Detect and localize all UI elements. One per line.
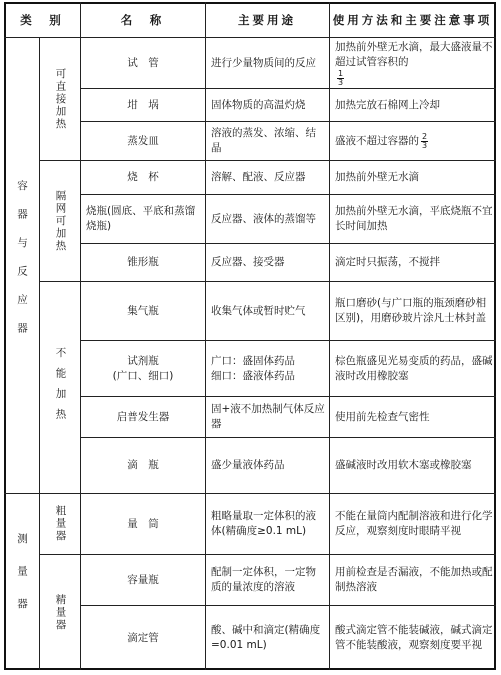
- row-name-measuring-cylinder: 量 筒: [127, 517, 159, 530]
- header-category: 类 别: [20, 13, 64, 27]
- row-use-kipp-generator: 固+液不加热制气体反应器: [211, 403, 325, 430]
- group-label-main: 容器与反应器: [16, 180, 28, 351]
- frac-denominator: 3: [338, 77, 344, 87]
- fraction-two-thirds: [421, 133, 428, 150]
- subgroup-rough: [40, 494, 80, 554]
- row-note-evaporating-dish: [330, 122, 496, 160]
- row-use-crucible: 固体物质的高温灼烧: [211, 98, 306, 111]
- row-note-conical-flask: 滴定时只振荡，不搅拌: [335, 256, 440, 268]
- subgroup-label-rough: 粗量器: [54, 505, 67, 543]
- header-use: 主要用途: [238, 13, 296, 27]
- row-name-evaporating-dish: 蒸发皿: [127, 134, 159, 147]
- note-text: 盛液不超过容器的: [335, 134, 419, 147]
- row-use-burette: 酸、碱中和滴定(精确度=0.01 mL): [211, 624, 321, 651]
- subgroup-no-heat: [40, 282, 80, 493]
- row-note-dropper-bottle: 盛碱液时改用软木塞或橡胶塞: [335, 459, 472, 471]
- row-name-burette: 滴定管: [127, 631, 159, 644]
- row-name-reagent-bottle: 试剂瓶 (广口、细口): [112, 354, 174, 382]
- row-use-reagent-bottle: 广口：盛固体药品 细口：盛液体药品: [211, 354, 295, 382]
- row-name-test-tube: 试 管: [127, 56, 159, 69]
- row-use-conical-flask: 反应器、接受器: [211, 256, 285, 268]
- row-note-gas-jar: 瓶口磨砂(与广口瓶的瓶颈磨砂相区别)，用磨砂玻片涂凡士林封盖: [335, 297, 487, 324]
- subgroup-label-no: 不能加热: [54, 346, 67, 429]
- row-use-beaker: 溶解、配液、反应器: [211, 171, 306, 183]
- row-note-kipp-generator: 使用前先检查气密性: [335, 410, 430, 423]
- subgroup-precise: [40, 555, 80, 670]
- frac-numerator: 1: [338, 68, 344, 78]
- row-use-gas-jar: 收集气体或暂时贮气: [211, 304, 306, 317]
- group-measure: [4, 494, 39, 670]
- row-use-volumetric-flask: 配制一定体积，一定物质的量浓度的溶液: [211, 566, 316, 593]
- row-note-crucible: 加热完放石棉网上冷却: [335, 98, 440, 111]
- fraction-one-third: [337, 70, 344, 87]
- row-note-test-tube: [330, 38, 496, 88]
- subgroup-direct-heat: [40, 38, 80, 160]
- header-note: 使用方法和主要注意事项: [332, 13, 493, 27]
- group-label-measure: 测量器: [16, 533, 28, 631]
- subgroup-net-heat: [40, 161, 80, 281]
- row-name-conical-flask: 锥形瓶: [127, 256, 159, 268]
- row-note-measuring-cylinder: 不能在量筒内配制溶液和进行化学反应，观察刻度时眼睛平视: [335, 510, 493, 537]
- subgroup-label-net: 隔网可加热: [54, 189, 67, 253]
- frac-numerator: 2: [422, 131, 428, 141]
- row-note-reagent-bottle: 棕色瓶盛见光易变质的药品，盛碱液时改用橡胶塞: [335, 354, 493, 382]
- row-use-evaporating-dish: 溶液的蒸发、浓缩、结晶: [211, 127, 316, 154]
- row-name-volumetric-flask: 容量瓶: [127, 573, 159, 586]
- subgroup-label-precise: 精量器: [54, 593, 67, 632]
- header-name: 名 称: [120, 13, 165, 27]
- note-text-a: 加热前外壁无水滴，最大盛液量不超过试管容积的: [335, 40, 493, 68]
- row-note-volumetric-flask: 用前检查是否漏液，不能加热或配制热溶液: [335, 566, 493, 593]
- row-name-kipp-generator: 启普发生器: [116, 410, 170, 423]
- subgroup-label-direct: 可直接加热: [54, 67, 67, 131]
- row-note-beaker: 加热前外壁无水滴: [335, 171, 419, 183]
- row-note-flask: 加热前外壁无水滴，平底烧瓶不宜长时间加热: [335, 205, 493, 232]
- row-use-dropper-bottle: 盛少量液体药品: [211, 459, 285, 471]
- row-note-burette: 酸式滴定管不能装碱液，碱式滴定管不能装酸液，观察刻度要平视: [335, 624, 493, 651]
- row-use-flask: 反应器、液体的蒸馏等: [211, 212, 316, 225]
- row-name-beaker: 烧 杯: [127, 171, 159, 183]
- row-name-dropper-bottle: 滴 瓶: [127, 459, 159, 471]
- row-name-crucible: 坩 埚: [127, 98, 159, 111]
- row-name-flask: 烧瓶(圆底、平底和蒸馏烧瓶): [86, 205, 196, 232]
- row-name-gas-jar: 集气瓶: [127, 304, 159, 317]
- frac-denominator: 3: [422, 140, 428, 150]
- row-use-test-tube: 进行少量物质间的反应: [211, 56, 316, 69]
- group-container-reactor: [4, 38, 39, 493]
- row-use-measuring-cylinder: 粗略量取一定体积的液体(精确度≥0.1 mL): [211, 510, 316, 537]
